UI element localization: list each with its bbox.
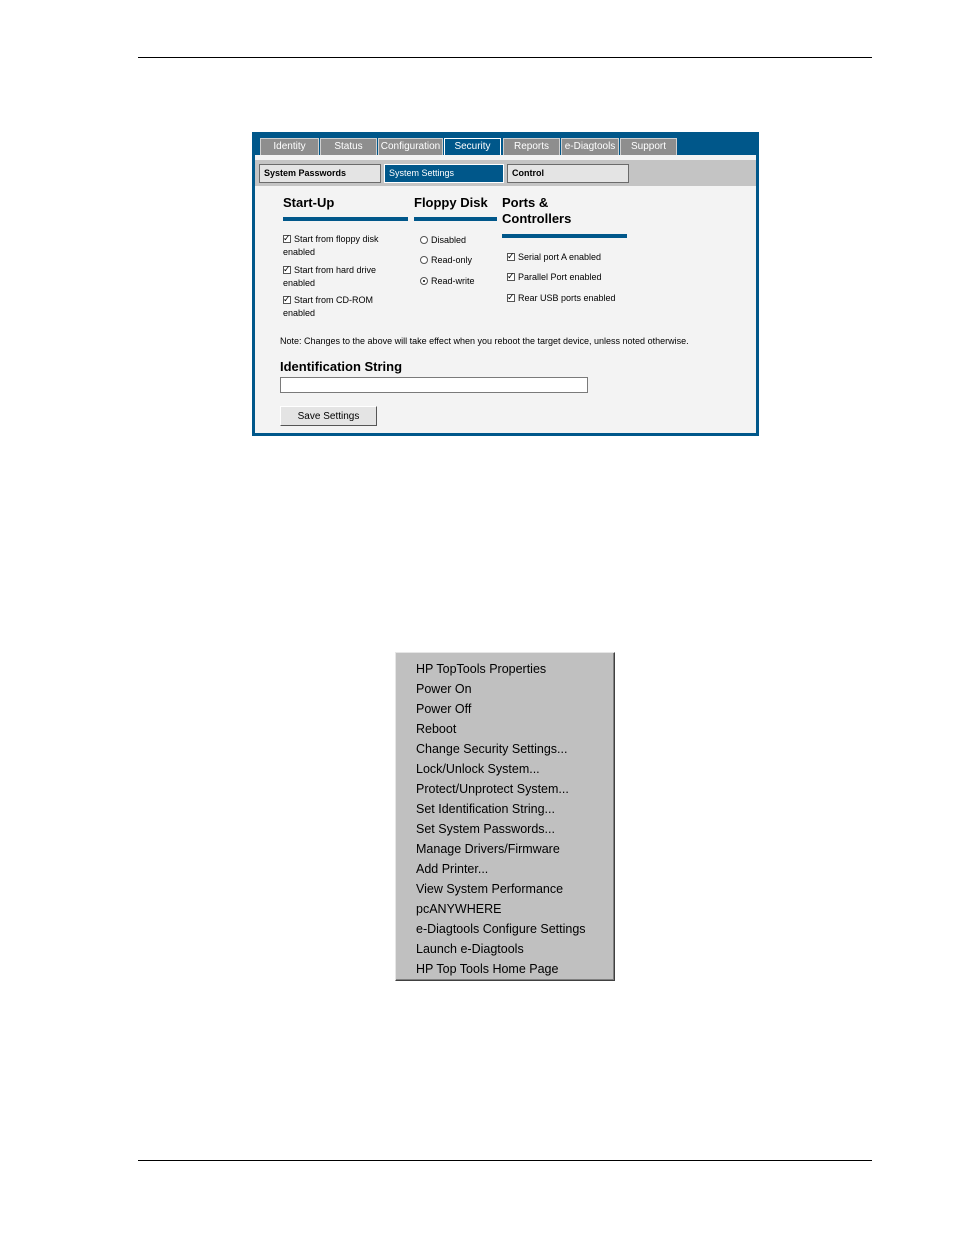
subtab-control[interactable]: Control — [507, 164, 629, 183]
floppy-option-disabled[interactable]: Disabled — [420, 234, 542, 247]
header-rule — [138, 57, 872, 58]
menu-item-pcanywhere[interactable]: pcANYWHERE — [416, 902, 502, 916]
menu-item-power-on[interactable]: Power On — [416, 682, 472, 696]
tab-reports[interactable]: Reports — [503, 138, 560, 155]
startup-heading-bar — [283, 217, 408, 221]
floppy-heading-bar — [414, 217, 497, 221]
toptools-context-menu — [395, 652, 615, 981]
main-tab-bar — [255, 135, 756, 155]
menu-item-ediagtools-configure[interactable]: e-Diagtools Configure Settings — [416, 922, 586, 936]
checkbox-icon[interactable] — [283, 266, 291, 274]
checkbox-icon[interactable] — [283, 235, 291, 243]
menu-item-view-performance[interactable]: View System Performance — [416, 882, 564, 896]
menu-item-toptools-home[interactable]: HP Top Tools Home Page — [416, 962, 559, 976]
subtab-system-settings[interactable]: System Settings — [384, 164, 504, 183]
menu-item-toptools-properties[interactable]: HP TopTools Properties — [416, 662, 547, 676]
footer-rule — [138, 1160, 872, 1161]
ports-option-usb[interactable]: ✓Rear USB ports enabled — [507, 292, 635, 305]
menu-item-power-off[interactable]: Power Off — [416, 702, 472, 716]
menu-item-change-security-settings[interactable]: Change Security Settings... — [416, 742, 568, 756]
radio-icon[interactable] — [420, 236, 428, 244]
sub-tab-bar — [255, 160, 756, 186]
menu-item-protect-unprotect[interactable]: Protect/Unprotect System... — [416, 782, 569, 796]
menu-item-set-identification[interactable]: Set Identification String... — [416, 802, 555, 816]
tab-security[interactable]: Security — [444, 138, 501, 155]
floppy-heading: Floppy Disk — [414, 195, 488, 210]
menu-item-manage-drivers[interactable]: Manage Drivers/Firmware — [416, 842, 560, 856]
menu-item-add-printer[interactable]: Add Printer... — [416, 862, 489, 876]
tab-status[interactable]: Status — [320, 138, 377, 155]
security-settings-screenshot — [252, 132, 759, 436]
subtab-system-passwords[interactable]: System Passwords — [259, 164, 381, 183]
identification-input[interactable] — [280, 377, 588, 393]
tab-e-diagtools[interactable]: e-Diagtools — [561, 138, 619, 155]
menu-item-set-passwords[interactable]: Set System Passwords... — [416, 822, 555, 836]
tab-configuration[interactable]: Configuration — [378, 138, 443, 155]
ports-heading: Ports & Controllers — [502, 195, 572, 226]
checkbox-icon[interactable] — [507, 294, 515, 302]
radio-icon[interactable] — [420, 256, 428, 264]
ports-option-serial[interactable]: ✓Serial port A enabled — [507, 251, 635, 264]
menu-item-lock-unlock[interactable]: Lock/Unlock System... — [416, 762, 540, 776]
ports-option-parallel[interactable]: ✓Parallel Port enabled — [507, 271, 635, 284]
menu-item-reboot[interactable]: Reboot — [416, 722, 457, 736]
checkbox-icon[interactable] — [507, 273, 515, 281]
startup-option-cdrom[interactable]: ✓Start from CD-ROM enabled — [283, 294, 405, 320]
save-settings-button[interactable]: Save Settings — [280, 406, 377, 426]
floppy-option-read-write[interactable]: Read-write — [420, 275, 542, 288]
menu-item-launch-ediagtools[interactable]: Launch e-Diagtools — [416, 942, 524, 956]
startup-option-hard-drive[interactable]: ✓Start from hard drive enabled — [283, 264, 405, 290]
identification-label: Identification String — [280, 359, 403, 374]
checkbox-icon[interactable] — [507, 253, 515, 261]
floppy-option-read-only[interactable]: Read-only — [420, 254, 542, 267]
ports-heading-bar — [502, 234, 627, 238]
tab-identity[interactable]: Identity — [260, 138, 319, 155]
reboot-note: Note: Changes to the above will take effect when you reboot the target device, unless noted otherwise. — [280, 336, 689, 346]
radio-icon[interactable] — [420, 277, 428, 285]
tab-support[interactable]: Support — [620, 138, 677, 155]
startup-option-floppy[interactable]: ✓Start from floppy disk enabled — [283, 233, 405, 259]
startup-heading: Start-Up — [283, 195, 335, 210]
checkbox-icon[interactable] — [283, 296, 291, 304]
